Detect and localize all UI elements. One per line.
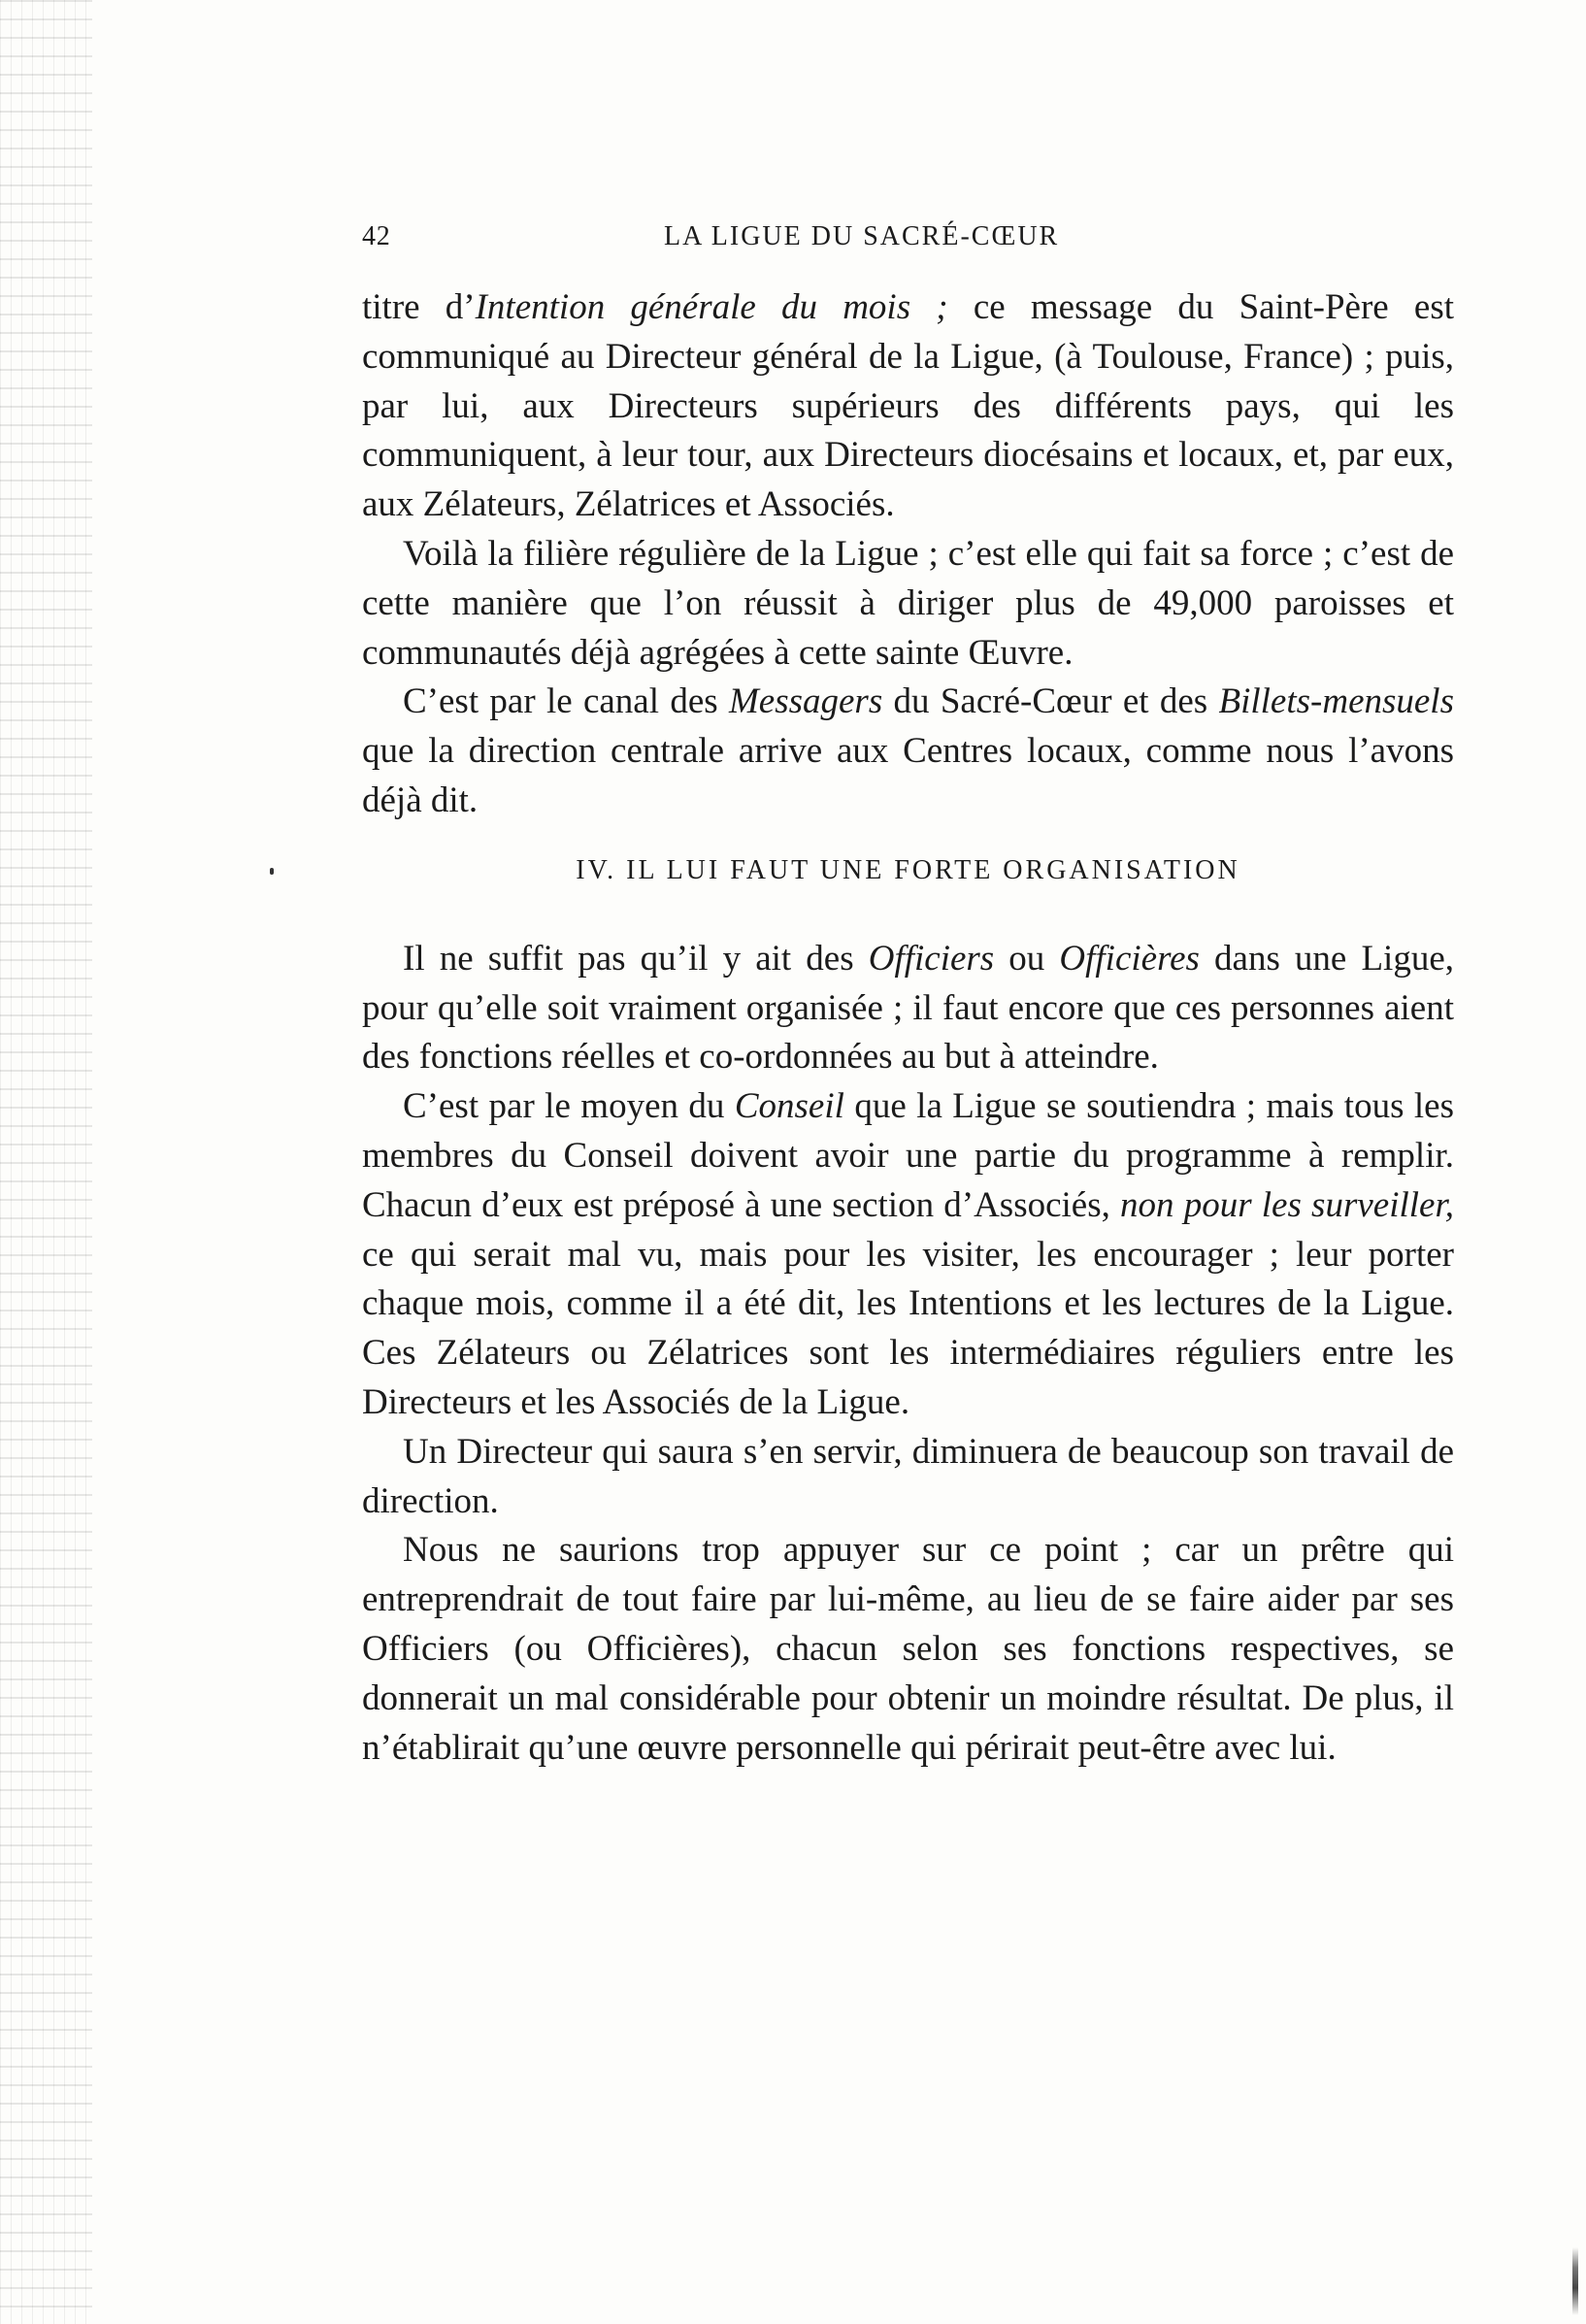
- page-body: [362, 283, 1454, 1773]
- italic-phrase: Billets-mensuels: [1218, 681, 1454, 722]
- italic-phrase: Officières: [1059, 938, 1200, 979]
- page-header: [362, 221, 1454, 256]
- italic-phrase: Messagers: [728, 681, 883, 722]
- scan-edge-mark: [1572, 2247, 1578, 2315]
- paragraph: C’est par le moyen du Conseil que la Ligue se soutiendra ; mais tous les membres du Conseil doivent avoir une partie du programme à remplir. Chacun d’eux est préposé à une section d’Associés, non pour les surveiller, ce qui serait mal vu, mais pour les visiter, les encourager ; leur porter chaque mois, comme il a été dit, les Intentions et les lectures de la Ligue. Ces Zélateurs ou Zélatrices sont les intermédiaires réguliers entre les Directeurs et les Associés de la Ligue.: [362, 1086, 1455, 1422]
- ink-speck: [270, 868, 274, 875]
- paragraph: Il ne suffit pas qu’il y ait des Officiers ou Officières dans une Ligue, pour qu’elle soit vraiment organisée ; il faut encore que ces personnes aient des fonctions réelles et co-ordonnées au but à atteindre.: [362, 938, 1454, 1078]
- section-heading: IV. IL LUI FAUT UNE FORTE ORGANISATION: [576, 854, 1240, 885]
- paragraph: Un Directeur qui saura s’en servir, diminuera de beaucoup son travail de direction.: [362, 1431, 1454, 1521]
- page-number: 42: [362, 221, 391, 251]
- italic-phrase: Officiers: [868, 938, 995, 979]
- italic-phrase: Conseil: [734, 1086, 844, 1127]
- scanned-page-edge: [0, 0, 92, 2324]
- italic-phrase: non pour les surveiller,: [1120, 1184, 1455, 1225]
- paragraph: Nous ne saurions trop appuyer sur ce point ; car un prêtre qui entreprendrait de tout faire par lui-même, au lieu de se faire aider par ses Officiers (ou Officières), chacun selon ses fonctions respectives, se donnerait un mal considérable pour obtenir un moindre résultat. De plus, il n’établirait qu’une œuvre personnelle qui périrait peut-être avec lui.: [362, 1530, 1454, 1768]
- italic-phrase: Intention générale du mois ;: [475, 287, 948, 327]
- paragraph: Voilà la filière régulière de la Ligue ; c’est elle qui fait sa force ; c’est de cette manière que l’on réussit à diriger plus de 49,000 paroisses et communautés déjà agrégées à cette sainte Œuvre.: [362, 533, 1454, 673]
- paragraph: titre d’Intention générale du mois ; ce message du Saint-Père est communiqué au Directeur général de la Ligue, (à Toulouse, France) ; puis, par lui, aux Directeurs supérieurs des différents pays, qui les communiquent, à leur tour, aux Directeurs diocésains et locaux, et, par eux, aux Zélateurs, Zélatrices et Associés.: [362, 287, 1455, 525]
- paragraph: C’est par le canal des Messagers du Sacré-Cœur et des Billets-mensuels que la direction centrale arrive aux Centres locaux, comme nous l’avons déjà dit.: [362, 681, 1454, 820]
- running-title: LA LIGUE DU SACRÉ-CŒUR: [664, 221, 1060, 251]
